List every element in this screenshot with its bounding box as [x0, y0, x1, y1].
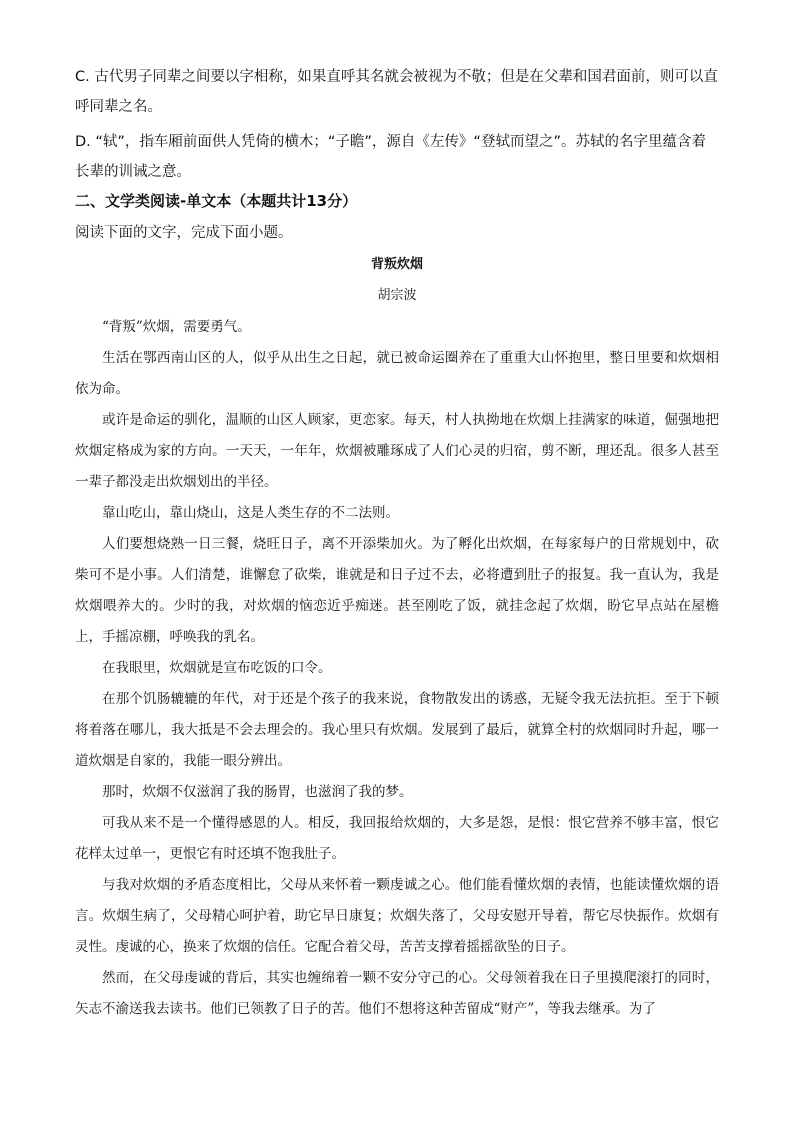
option-d: D. “轼”，指车厢前面供人凭倚的横木；“子瞻”，源自《左传》“登轼而望之”。苏轼的名字里蕴含着长辈的训诫之意。 [75, 134, 706, 180]
article-title: 背叛炊烟 [370, 257, 423, 272]
article-paragraph: 靠山吃山，靠山烧山，这是人类生存的不二法则。 [102, 505, 399, 521]
section-heading: 二、文学类阅读-单文本（本题共计13分） [75, 192, 358, 210]
article-paragraph: 生活在鄂西南山区的人，似乎从出生之日起，就已被命运圈养在了重重大山怀抱里，整日里要和炊烟相依为命。 [75, 350, 719, 397]
article-paragraph: 人们要想烧熟一日三餐，烧旺日子，离不开添柴加火。为了孵化出炊烟，在每家每户的日常规划中，砍柴可不是小事。人们清楚，谁懈怠了砍柴，谁就是和日子过不去，必将遭到肚子的报复。我一直认为，我是炊烟喂养大的。少时的我，对炊烟的恼恋近乎痴迷。甚至刚吃了饭，就挂念起了炊烟，盼它早点站在屋檐上，手摇凉棚，呼唤我的乳名。 [75, 536, 719, 645]
article-paragraph: 那时，炊烟不仅滋润了我的肠胃，也滋润了我的梦。 [102, 784, 413, 800]
article-paragraph: 在那个饥肠辘辘的年代，对于还是个孩子的我来说，食物散发出的诱惑，无疑令我无法抗拒。至于下顿将着落在哪儿，我大抵是不会去理会的。我心里只有炊烟。发展到了最后，就算全村的炊烟同时升起，哪一道炊烟是自家的，我能一眼分辨出。 [75, 691, 719, 769]
article-paragraph: 可我从来不是一个懂得感恩的人。相反，我回报给炊烟的，大多是怨，是恨：恨它营养不够丰富，恨它花样太过单一，更恨它有时还填不饱我肚子。 [75, 815, 719, 862]
article-author: 胡宗波 [377, 288, 417, 303]
article-paragraph: 或许是命运的驯化，温顺的山区人顾家，更恋家。每天，村人执拗地在炊烟上挂满家的味道，倔强地把炊烟定格成为家的方向。一天天，一年年，炊烟被雕琢成了人们心灵的归宿，剪不断，理还乱。很多人甚至一辈子都没走出炊烟划出的半径。 [75, 412, 719, 490]
section-instruction: 阅读下面的文字，完成下面小题。 [75, 225, 293, 241]
article-paragraph: 与我对炊烟的矛盾态度相比，父母从来怀着一颗虔诚之心。他们能看懂炊烟的表情，也能读懂炊烟的语言。炊烟生病了，父母精心呵护着，助它早日康复；炊烟失落了，父母安慰开导着，帮它尽快振作。炊烟有灵性。虔诚的心，换来了炊烟的信任。它配合着父母，苦苦支撑着摇摇欲坠的日子。 [75, 877, 719, 955]
article-paragraph: 在我眼里，炊烟就是宣布吃饭的口令。 [102, 660, 332, 676]
article-body [75, 312, 719, 1025]
option-c: C. 古代男子同辈之间要以字相称，如果直呼其名就会被视为不敬；但是在父辈和国君面前，则可以直呼同辈之名。 [75, 69, 718, 115]
article-paragraph: “背叛”炊烟，需要勇气。 [102, 319, 251, 335]
article-paragraph: 然而，在父母虔诚的背后，其实也缠绵着一颗不安分守己的心。父母领着我在日子里摸爬滚打的同时，矢志不渝送我去读书。他们已领教了日子的苦。他们不想将这种苦留成“财产”，等我去继承。为了 [75, 970, 719, 1017]
